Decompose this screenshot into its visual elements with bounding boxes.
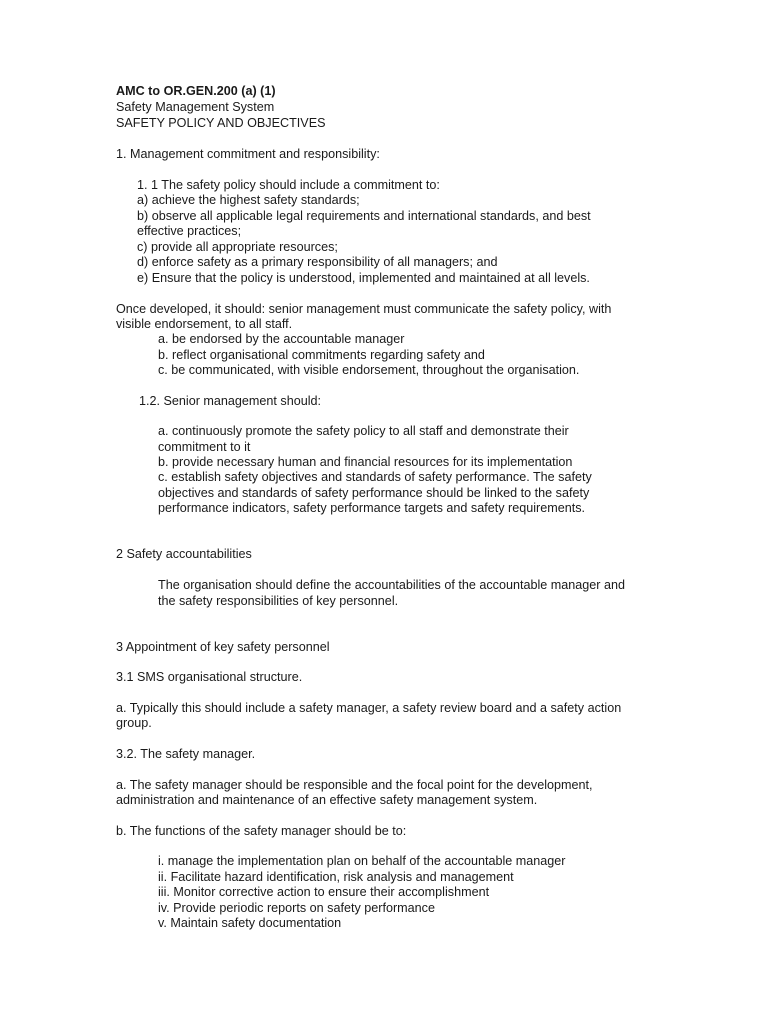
paragraph-1-2-line: performance indicators, safety performance targets and safety requirements. [158,501,585,515]
paragraph-3-1-line: group. [116,716,152,730]
function-item: iv. Provide periodic reports on safety performance [158,901,435,915]
function-item: i. manage the implementation plan on behalf of the accountable manager [158,854,566,868]
section-2-body-line: The organisation should define the accountabilities of the accountable manager and [158,578,625,592]
paragraph-1-1-line: b) observe all applicable legal requirements and international standards, and best [137,209,591,223]
paragraph-1-2-line: c. establish safety objectives and standards of safety performance. The safety [158,470,592,484]
once-developed-line: visible endorsement, to all staff. [116,317,293,331]
function-item: ii. Facilitate hazard identification, risk analysis and management [158,870,514,884]
once-developed-item: a. be endorsed by the accountable manager [158,332,405,346]
paragraph-3-1-title: 3.1 SMS organisational structure. [116,670,303,684]
section-1-title: 1. Management commitment and responsibility: [116,147,380,161]
paragraph-1-1-line: c) provide all appropriate resources; [137,240,338,254]
once-developed-item: b. reflect organisational commitments regarding safety and [158,348,485,362]
section-2-title: 2 Safety accountabilities [116,547,252,561]
paragraph-3-2-a-line: administration and maintenance of an effective safety management system. [116,793,538,807]
paragraph-1-1-line: d) enforce safety as a primary responsibility of all managers; and [137,255,498,269]
paragraph-1-2-line: a. continuously promote the safety policy to all staff and demonstrate their [158,424,569,438]
section-3-title: 3 Appointment of key safety personnel [116,640,330,654]
paragraph-1-1-line: effective practices; [137,224,242,238]
paragraph-3-2-b: b. The functions of the safety manager should be to: [116,824,407,838]
document-heading: AMC to OR.GEN.200 (a) (1) [116,84,276,98]
once-developed-item: c. be communicated, with visible endorsement, throughout the organisation. [158,363,580,377]
paragraph-1-1-line: a) achieve the highest safety standards; [137,193,360,207]
function-item: v. Maintain safety documentation [158,916,342,930]
section-2-body-line: the safety responsibilities of key personnel. [158,594,399,608]
paragraph-1-2-line: objectives and standards of safety performance should be linked to the safety [158,486,590,500]
section-title: SAFETY POLICY AND OBJECTIVES [116,116,326,130]
function-item: iii. Monitor corrective action to ensure their accomplishment [158,885,490,899]
once-developed-line: Once developed, it should: senior management must communicate the safety policy, with [116,302,612,316]
document-subtitle: Safety Management System [116,100,275,114]
paragraph-1-1-line: 1. 1 The safety policy should include a commitment to: [137,178,440,192]
paragraph-1-2-title: 1.2. Senior management should: [139,394,322,408]
paragraph-1-2-line: commitment to it [158,440,251,454]
paragraph-3-2-title: 3.2. The safety manager. [116,747,256,761]
paragraph-3-1-line: a. Typically this should include a safety manager, a safety review board and a safety action [116,701,622,715]
paragraph-1-2-line: b. provide necessary human and financial resources for its implementation [158,455,573,469]
paragraph-3-2-a-line: a. The safety manager should be responsible and the focal point for the development, [116,778,593,792]
paragraph-1-1-line: e) Ensure that the policy is understood, implemented and maintained at all levels. [137,271,590,285]
